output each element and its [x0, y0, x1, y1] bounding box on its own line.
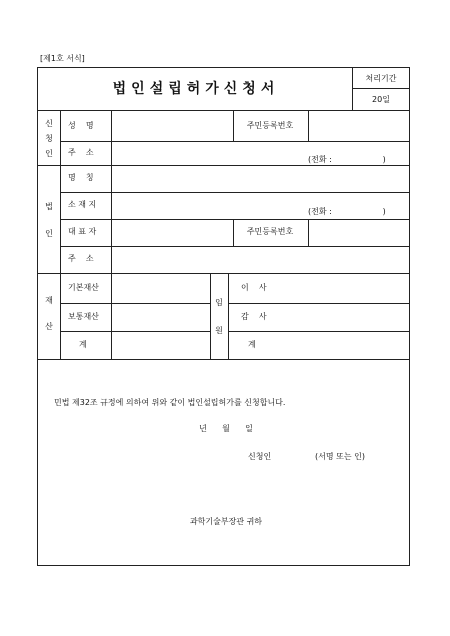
- section-line: [38, 359, 410, 360]
- form-label: [제1호 서식]: [40, 54, 85, 63]
- officers-total-label: 계: [248, 340, 256, 349]
- processing-left-line: [352, 68, 353, 110]
- normal-property-field[interactable]: [112, 304, 209, 330]
- applicant-name-field[interactable]: [112, 111, 232, 140]
- auditor-label: 감 사: [241, 312, 267, 321]
- basic-property-field[interactable]: [112, 274, 209, 302]
- cell-line: [210, 273, 211, 359]
- property-total-field[interactable]: [112, 332, 209, 358]
- applicant-section-label: 신: [45, 119, 53, 128]
- applicant-name-label: 성 명: [68, 121, 94, 130]
- corporation-name-label: 명 칭: [68, 173, 94, 182]
- director-label: 이 사: [241, 283, 267, 292]
- application-form: [37, 67, 410, 566]
- processing-period-value: 20일: [372, 95, 390, 104]
- cell-line: [233, 219, 234, 246]
- applicant-id-field[interactable]: [309, 111, 409, 140]
- signature-note: (서명 또는 인): [315, 452, 365, 461]
- applicant-address-label: 주 소: [68, 148, 94, 157]
- applicant-section-label: 인: [45, 149, 53, 158]
- property-total-label: 계: [79, 340, 87, 349]
- section-column-line: [60, 110, 61, 359]
- auditor-field[interactable]: [278, 304, 409, 330]
- applicant-signature-field[interactable]: [278, 448, 313, 464]
- addressee: 과학기술부장관 귀하: [189, 517, 263, 526]
- normal-property-label: 보통재산: [68, 312, 99, 321]
- cell-line: [233, 110, 234, 141]
- applicant-phone-label: (전화 : ): [308, 155, 386, 164]
- representative-label: 대 표 자: [68, 227, 97, 236]
- processing-divider: [352, 88, 410, 89]
- corporation-section-label: 인: [45, 229, 53, 238]
- application-statement: 민법 제32조 규정에 의하여 위와 같이 법인설립허가를 신청합니다.: [54, 398, 286, 407]
- representative-id-label: 주민등록번호: [246, 227, 294, 236]
- property-section-label: 재: [45, 296, 53, 305]
- corporation-address-label: 주 소: [68, 254, 94, 263]
- representative-field[interactable]: [112, 220, 232, 245]
- applicant-id-label: 주민등록번호: [246, 121, 294, 130]
- property-section-label: 산: [45, 322, 53, 331]
- applicant-signature-label: 신청인: [248, 452, 272, 461]
- cell-line: [228, 273, 229, 359]
- basic-property-label: 기본재산: [68, 283, 99, 292]
- officers-total-field[interactable]: [278, 332, 409, 358]
- officers-section-label: 원: [215, 326, 223, 335]
- officers-section-label: 임: [215, 298, 223, 307]
- application-date: 년 월 일: [199, 424, 253, 433]
- corporation-location-label: 소 재 지: [68, 200, 97, 209]
- corporation-name-field[interactable]: [112, 166, 409, 191]
- applicant-section-label: 청: [45, 134, 53, 143]
- processing-period-label: 처리기간: [365, 74, 397, 83]
- corporation-phone-label: (전화 : ): [308, 207, 386, 216]
- corporation-address-field[interactable]: [112, 247, 409, 272]
- corporation-section-label: 법: [45, 202, 53, 211]
- representative-id-field[interactable]: [309, 220, 409, 245]
- director-field[interactable]: [278, 274, 409, 302]
- form-title: 법인설립허가신청서: [112, 81, 280, 97]
